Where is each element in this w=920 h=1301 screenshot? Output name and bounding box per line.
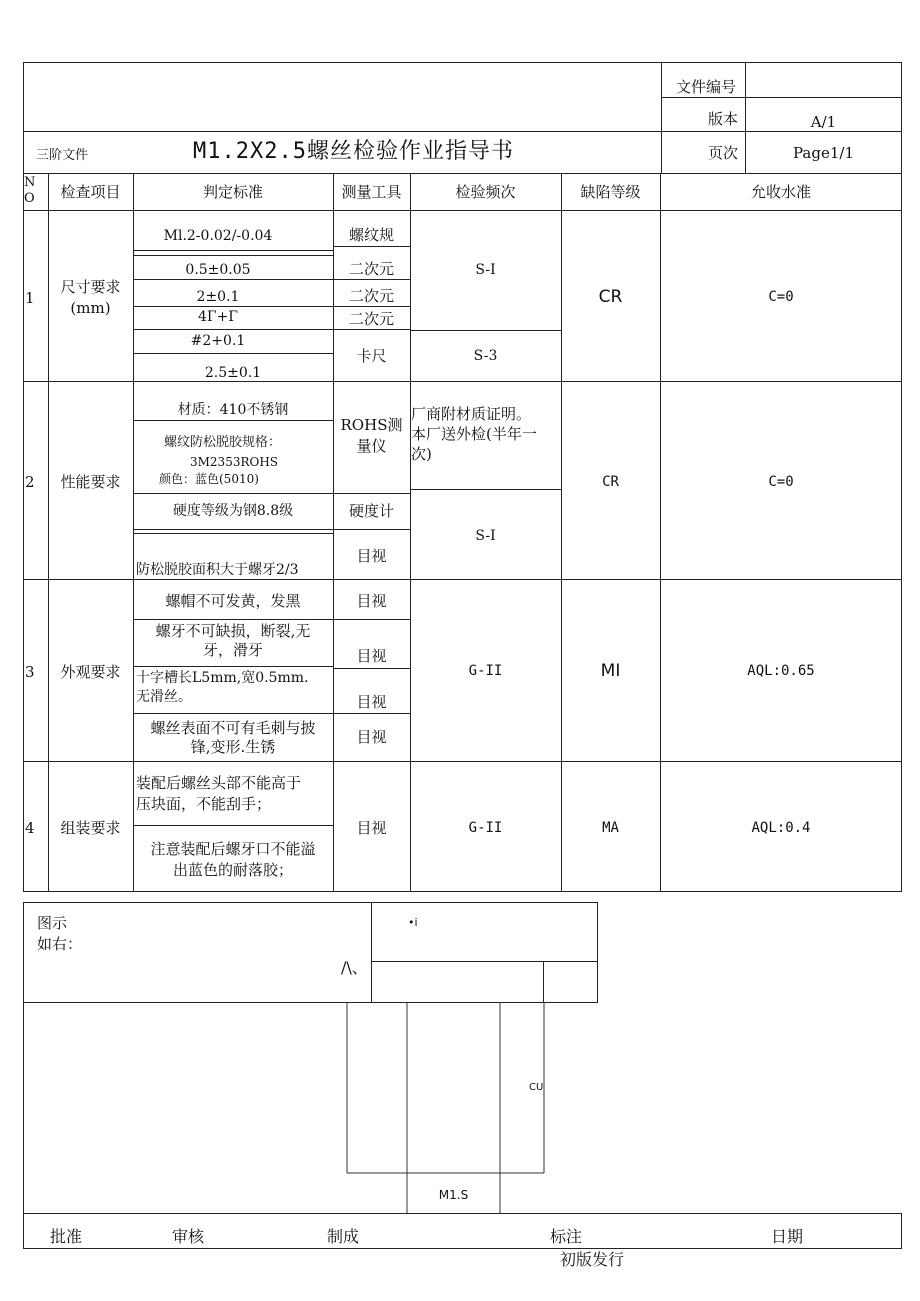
frequency-cell: 厂商附材质证明。 本厂送外检(半年一 次) [411, 405, 537, 463]
standard-cell: 注意装配后螺牙口不能溢 出蓝色的耐落胶； [150, 840, 316, 879]
acceptance-cell: C=0 [768, 289, 794, 305]
header-item: 检查项目 [60, 183, 121, 201]
standard-cell: 2.5±0.1 [204, 365, 262, 381]
tool-cell: 目视 [356, 819, 387, 837]
tool-cell: 目视 [356, 592, 387, 610]
figure-mark: /\、 [341, 958, 368, 977]
standard-cell: 十字槽长L5mm,宽0.5mm. 无滑丝。 [136, 670, 309, 705]
page-label: 页次 [708, 144, 739, 162]
section-no: 4 [25, 819, 35, 837]
standard-cell: #2+0.1 [190, 333, 246, 349]
standard-cell: 防松脱胶面积大于螺牙2/3 [136, 562, 299, 578]
tool-cell: 二次元 [348, 287, 394, 305]
figure-mark: •i [408, 916, 418, 929]
standard-cell: 螺丝表面不可有毛刺与披 锋,变形.生锈 [150, 719, 316, 756]
make-label: 制成 [327, 1227, 360, 1246]
figure-label: 图示 如右： [37, 914, 83, 953]
figure-size-label: M1.S [438, 1188, 469, 1202]
tool-cell: 目视 [356, 693, 387, 711]
defect-level-cell: MI [600, 661, 621, 681]
tool-cell: ROHS测 量仪 [340, 416, 403, 455]
frequency-cell: G-II [468, 663, 503, 679]
document-title: M1.2X2.5螺丝检验作业指导书 [193, 139, 514, 164]
tool-cell: 目视 [356, 647, 387, 665]
tool-cell: 目视 [356, 547, 387, 565]
tool-cell: 卡尺 [356, 347, 387, 365]
frequency-cell: S-I [475, 528, 496, 544]
standard-cell: 螺帽不可发黄，发黑 [165, 592, 301, 610]
page-value: Page1/1 [793, 144, 854, 162]
release-note: 初版发行 [560, 1250, 625, 1269]
section-item: 尺寸要求 (mm) [60, 278, 121, 317]
standard-cell: 3M2353ROHS [190, 455, 279, 469]
acceptance-cell: AQL:0.4 [751, 820, 811, 836]
section-no: 2 [25, 473, 35, 491]
version-value: A/1 [810, 113, 837, 131]
acceptance-cell: AQL:0.65 [747, 663, 815, 679]
standard-cell: 2±0.1 [196, 289, 240, 305]
date-label: 日期 [771, 1227, 804, 1246]
header-frequency: 检验频次 [455, 183, 516, 201]
tool-cell: 螺纹规 [348, 226, 394, 244]
version-label: 版本 [708, 110, 739, 128]
header-no: N O [24, 175, 36, 206]
standard-cell: 颜色：蓝色(5010) [159, 472, 259, 486]
tool-cell: 硬度计 [348, 502, 394, 520]
defect-level-cell: MA [602, 820, 619, 836]
standard-cell: Ml.2-0.02/-0.04 [163, 228, 273, 244]
figure-dimension-label: CU [529, 1082, 544, 1093]
standard-cell: 硬度等级为钢8.8级 [172, 503, 294, 519]
header-tool: 测量工具 [341, 183, 402, 201]
doc-level-label: 三阶文件 [36, 148, 89, 163]
section-item: 性能要求 [60, 473, 121, 491]
defect-level-cell: CR [598, 287, 623, 307]
standard-cell: 0.5±0.05 [185, 262, 251, 278]
screw-drawing [340, 1002, 552, 1214]
standard-cell: 材质：410不锈钢 [177, 402, 289, 418]
approve-label: 批准 [50, 1227, 83, 1246]
frequency-cell: S-I [475, 262, 496, 278]
tool-cell: 二次元 [348, 310, 394, 328]
header-standard: 判定标准 [202, 183, 263, 201]
section-no: 3 [25, 663, 35, 681]
frequency-cell: G-II [468, 820, 503, 836]
standard-cell: 4Γ+Γ [197, 309, 239, 325]
standard-cell: 装配后螺丝头部不能高于 压块面，不能刮手； [136, 774, 302, 813]
doc-number-label: 文件编号 [676, 78, 737, 96]
section-item: 组装要求 [60, 819, 121, 837]
section-no: 1 [25, 289, 35, 307]
standard-cell: 螺纹防松脱胶规格： [164, 435, 282, 450]
section-item: 外观要求 [60, 663, 121, 681]
frequency-cell: S-3 [473, 348, 498, 364]
header-acceptance: 允收水准 [750, 183, 811, 201]
standard-cell: 螺牙不可缺损，断裂,无 牙，滑牙 [155, 622, 311, 659]
note-label: 标注 [550, 1227, 583, 1246]
tool-cell: 二次元 [348, 260, 394, 278]
defect-level-cell: CR [602, 474, 619, 490]
review-label: 审核 [172, 1227, 205, 1246]
acceptance-cell: C=0 [768, 474, 794, 490]
header-defect-level: 缺陷等级 [580, 183, 641, 201]
tool-cell: 目视 [356, 728, 387, 746]
